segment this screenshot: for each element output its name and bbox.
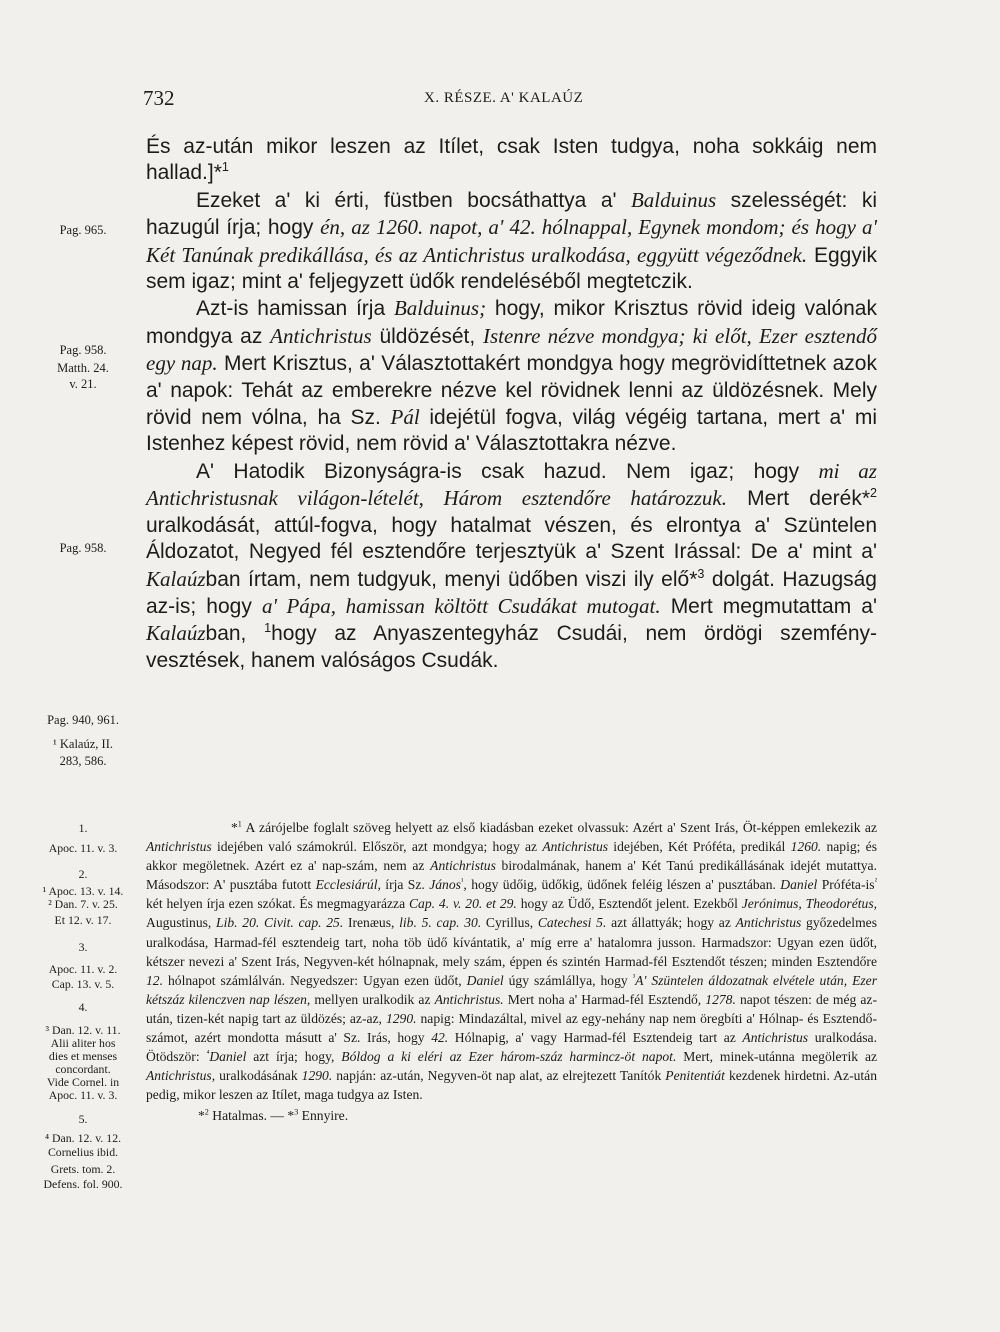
running-head: X. RÉSZE. A' KALAÚZ bbox=[424, 90, 584, 106]
paragraph-3: Azt-is hamissan írja Balduinus; hogy, mikor Krisztus rövid ideig valónak mondgya az Antichristus üldözését, Istenre nézve mondgya; ki előt, Ezer esztendő egy nap. Mert Krisztus, a' Választottakért mondgya hogy megrövidíttetnek azok a' napok: Tehát az emberekre nézve kel rövidnek lenni az üldözésnek. Mely rövid nem vólna, ha Sz. Pál idejétül fogva, világ végéig tartana, mert a' mi Istenhez képest rövid, nem rövid a' Választottakra nézve. bbox=[146, 296, 878, 456]
footnote-margin-note: ³ Dan. 12. v. 11. bbox=[45, 1023, 121, 1037]
footnote-margin-note: ² Dan. 7. v. 25. bbox=[48, 897, 118, 911]
footnote-margin-note: ⁴ Dan. 12. v. 12. bbox=[44, 1131, 122, 1145]
footnote-margin-note: Et 12. v. 17. bbox=[54, 913, 112, 927]
paragraph-4: A' Hatodik Bizonyságra-is csak hazud. Nem igaz; hogy mi az Antichristusnak világon-lételét, Három esztendőre határozzuk. Mert derék*$^2$ uralkodását, attúl-fogva, hogy hatalmat vészen, és elrontya a' Szüntelen Áldozatot, Negyed fél esztendőre terjesztyük a' Szent Irással: De a' mint a' Kalaúzban írtam, nem tudgyuk, menyi üdőben viszi ily elő*$^3$ dolgát. Hazugság az-is; hogy a' Pápa, hamissan költött Csudákat mutogat. Mert megmutattam a' Kalaúzban, $^1$hogy az Anyaszentegyház Csudái, nem ördögi szemfény-vesztések, hanem valóságos Csudák. bbox=[146, 458, 878, 672]
footnote-margin-note: 4. bbox=[78, 1000, 88, 1014]
margin-note: Pag. 958. bbox=[59, 343, 107, 357]
margin-note: Matth. 24. bbox=[57, 361, 109, 375]
main-text bbox=[146, 134, 877, 674]
footnote-margin-note: Grets. tom. 2. bbox=[50, 1162, 116, 1176]
footnote-margin-note: Defens. fol. 900. bbox=[43, 1177, 123, 1191]
footnote-margin-note: 1. bbox=[78, 821, 88, 835]
footnote-margin-note: 5. bbox=[78, 1112, 88, 1126]
page-header bbox=[0, 86, 1000, 116]
paragraph-1: És az-után mikor leszen az Itílet, csak Isten tudgya, noha sokkáig nem hallad.]*$^1$ bbox=[146, 135, 877, 185]
margin-note: Pag. 940, 961. bbox=[47, 713, 119, 727]
footnote-margin-note: 3. bbox=[78, 940, 88, 954]
paragraph-2: Ezeket a' ki érti, füstben bocsáthattya a' Balduinus szelességét: ki hazugúl írja; hogy én, az 1260. napot, a' 42. hólnappal, Egynek mondom; és hogy a' Két Tanúnak predikállása, és az Antichristus uralkodása, eggyütt végeződnek. Eggyik sem igaz; mint a' feljegyzett üdők rendeléséből megtetczik. bbox=[146, 187, 877, 294]
margin-note: Pag. 965. bbox=[59, 223, 107, 237]
footnotes bbox=[42, 818, 878, 1191]
footnote-margin-note: Vide Cornel. in bbox=[46, 1075, 120, 1089]
footnote-margin-note: ¹ Apoc. 13. v. 14. bbox=[42, 884, 124, 898]
footnote-2-3: *$^2$ Hatalmas. — *$^3$ Ennyire. bbox=[198, 1107, 349, 1124]
page-number: 732 bbox=[143, 86, 175, 110]
footnote-margin-note: concordant. bbox=[55, 1062, 111, 1076]
margin-note: Pag. 958. bbox=[59, 541, 107, 555]
margin-note: v. 21. bbox=[69, 377, 97, 391]
footnote-margin-note: Alii aliter hos bbox=[50, 1036, 116, 1050]
footnote-1: *$^1$ A zárójelbe foglalt szöveg helyett az első kiadásban ezeket olvassuk: Azért a' Szent Irás, Öt-képpen emlekezik az Antichristus idejében való számokrúl. Először, azt mondgya; hogy az Antichristus idejében, Két Próféta, predikál 1260. napig; és akkor megöletnek. Azért ez a' nap-szám, nem az Antichristus birodalmának, hanem a' Két Tanú predikállásának idejét mutattya. Másodszor: A' pusztába futott Ecclesiárúl, írja Sz. János$^{^1}$, hogy üdőig, üdőkig, üdőnek feléig lészen a' pusztában. Daniel Próféta-$is^{^2}$ két helyen írja ezen szókat. És megmagyarázza Cap. 4. v. 20. et 29. hogy az Üdő, Esztendőt jelent. Ezekből Jerónimus, Theodorétus, Augustinus, Lib. 20. Civit. cap. 25. Irenæus, lib. 5. cap. 30. Cyrillus, Catechesi 5. azt állattyák; hogy az Antichristus győzedelmes uralkodása, Harmad-fél esztendeig tart, noha töb üdő kívántatik, a' míg erre a' hatalomra jusson. Harmadszor: Ugyan ezen üdőt, kétszer nevezi a' Szent Irás, Negyven-két hólnapnak, mely szám, éppen és szintén Harmad-fél Esztendőt tészen; minden Esztendőre 12. hólnapot számlálván. Negyedszer: Ugyan ezen üdőt, Daniel úgy számlállya, hogy $^{^3}$A' Szüntelen áldozatnak elvétele után, Ezer kétszáz kilenczven nap lészen, mellyen uralkodik az Antichristus. Mert noha a' Harmad-fél Esztendő, 1278. napot tészen: de még az-után, tizen-két napig tart az üldözés; az-az, 1290. napig: Mindazáltal, mivel az egy-nehány nap nem öregbíti a' Hólnap- és Esztendő-számot, azért mondotta másutt a' Sz. Irás, hogy 42. Hólnapig, a' vagy Harmad-fél Esztendeig tart az Antichristus uralkodása. Ötödször: $^{^4}$Daniel azt írja; hogy, Bóldog a ki eléri az Ezer három-száz harmincz-öt napot. Mert, minek-utánna megölетik az Antichristus, uralkodásának 1290. napján: az-után, Negyven-öt nap alat, az elrejtezett Tanítók Penitentiát kezdenek hirdetni. Az-után pedig, mikor leszen az Itílet, maga tudgya az Isten. bbox=[146, 819, 878, 1103]
margin-note: ¹ Kalaúz, II. bbox=[53, 737, 113, 751]
footnote-margin-note: Apoc. 11. v. 2. bbox=[48, 962, 118, 976]
footnote-margin-note: Apoc. 11. v. 3. bbox=[48, 841, 118, 855]
footnote-margin-note: 2. bbox=[78, 867, 88, 881]
margin-note: 283, 586. bbox=[59, 754, 107, 768]
footnote-margin-note: Apoc. 11. v. 3. bbox=[48, 1088, 118, 1102]
footnote-margin-note: dies et menses bbox=[48, 1049, 118, 1063]
footnote-margin-note: Cap. 13. v. 5. bbox=[51, 977, 115, 991]
footnote-margin-note: Cornelius ibid. bbox=[47, 1145, 119, 1159]
